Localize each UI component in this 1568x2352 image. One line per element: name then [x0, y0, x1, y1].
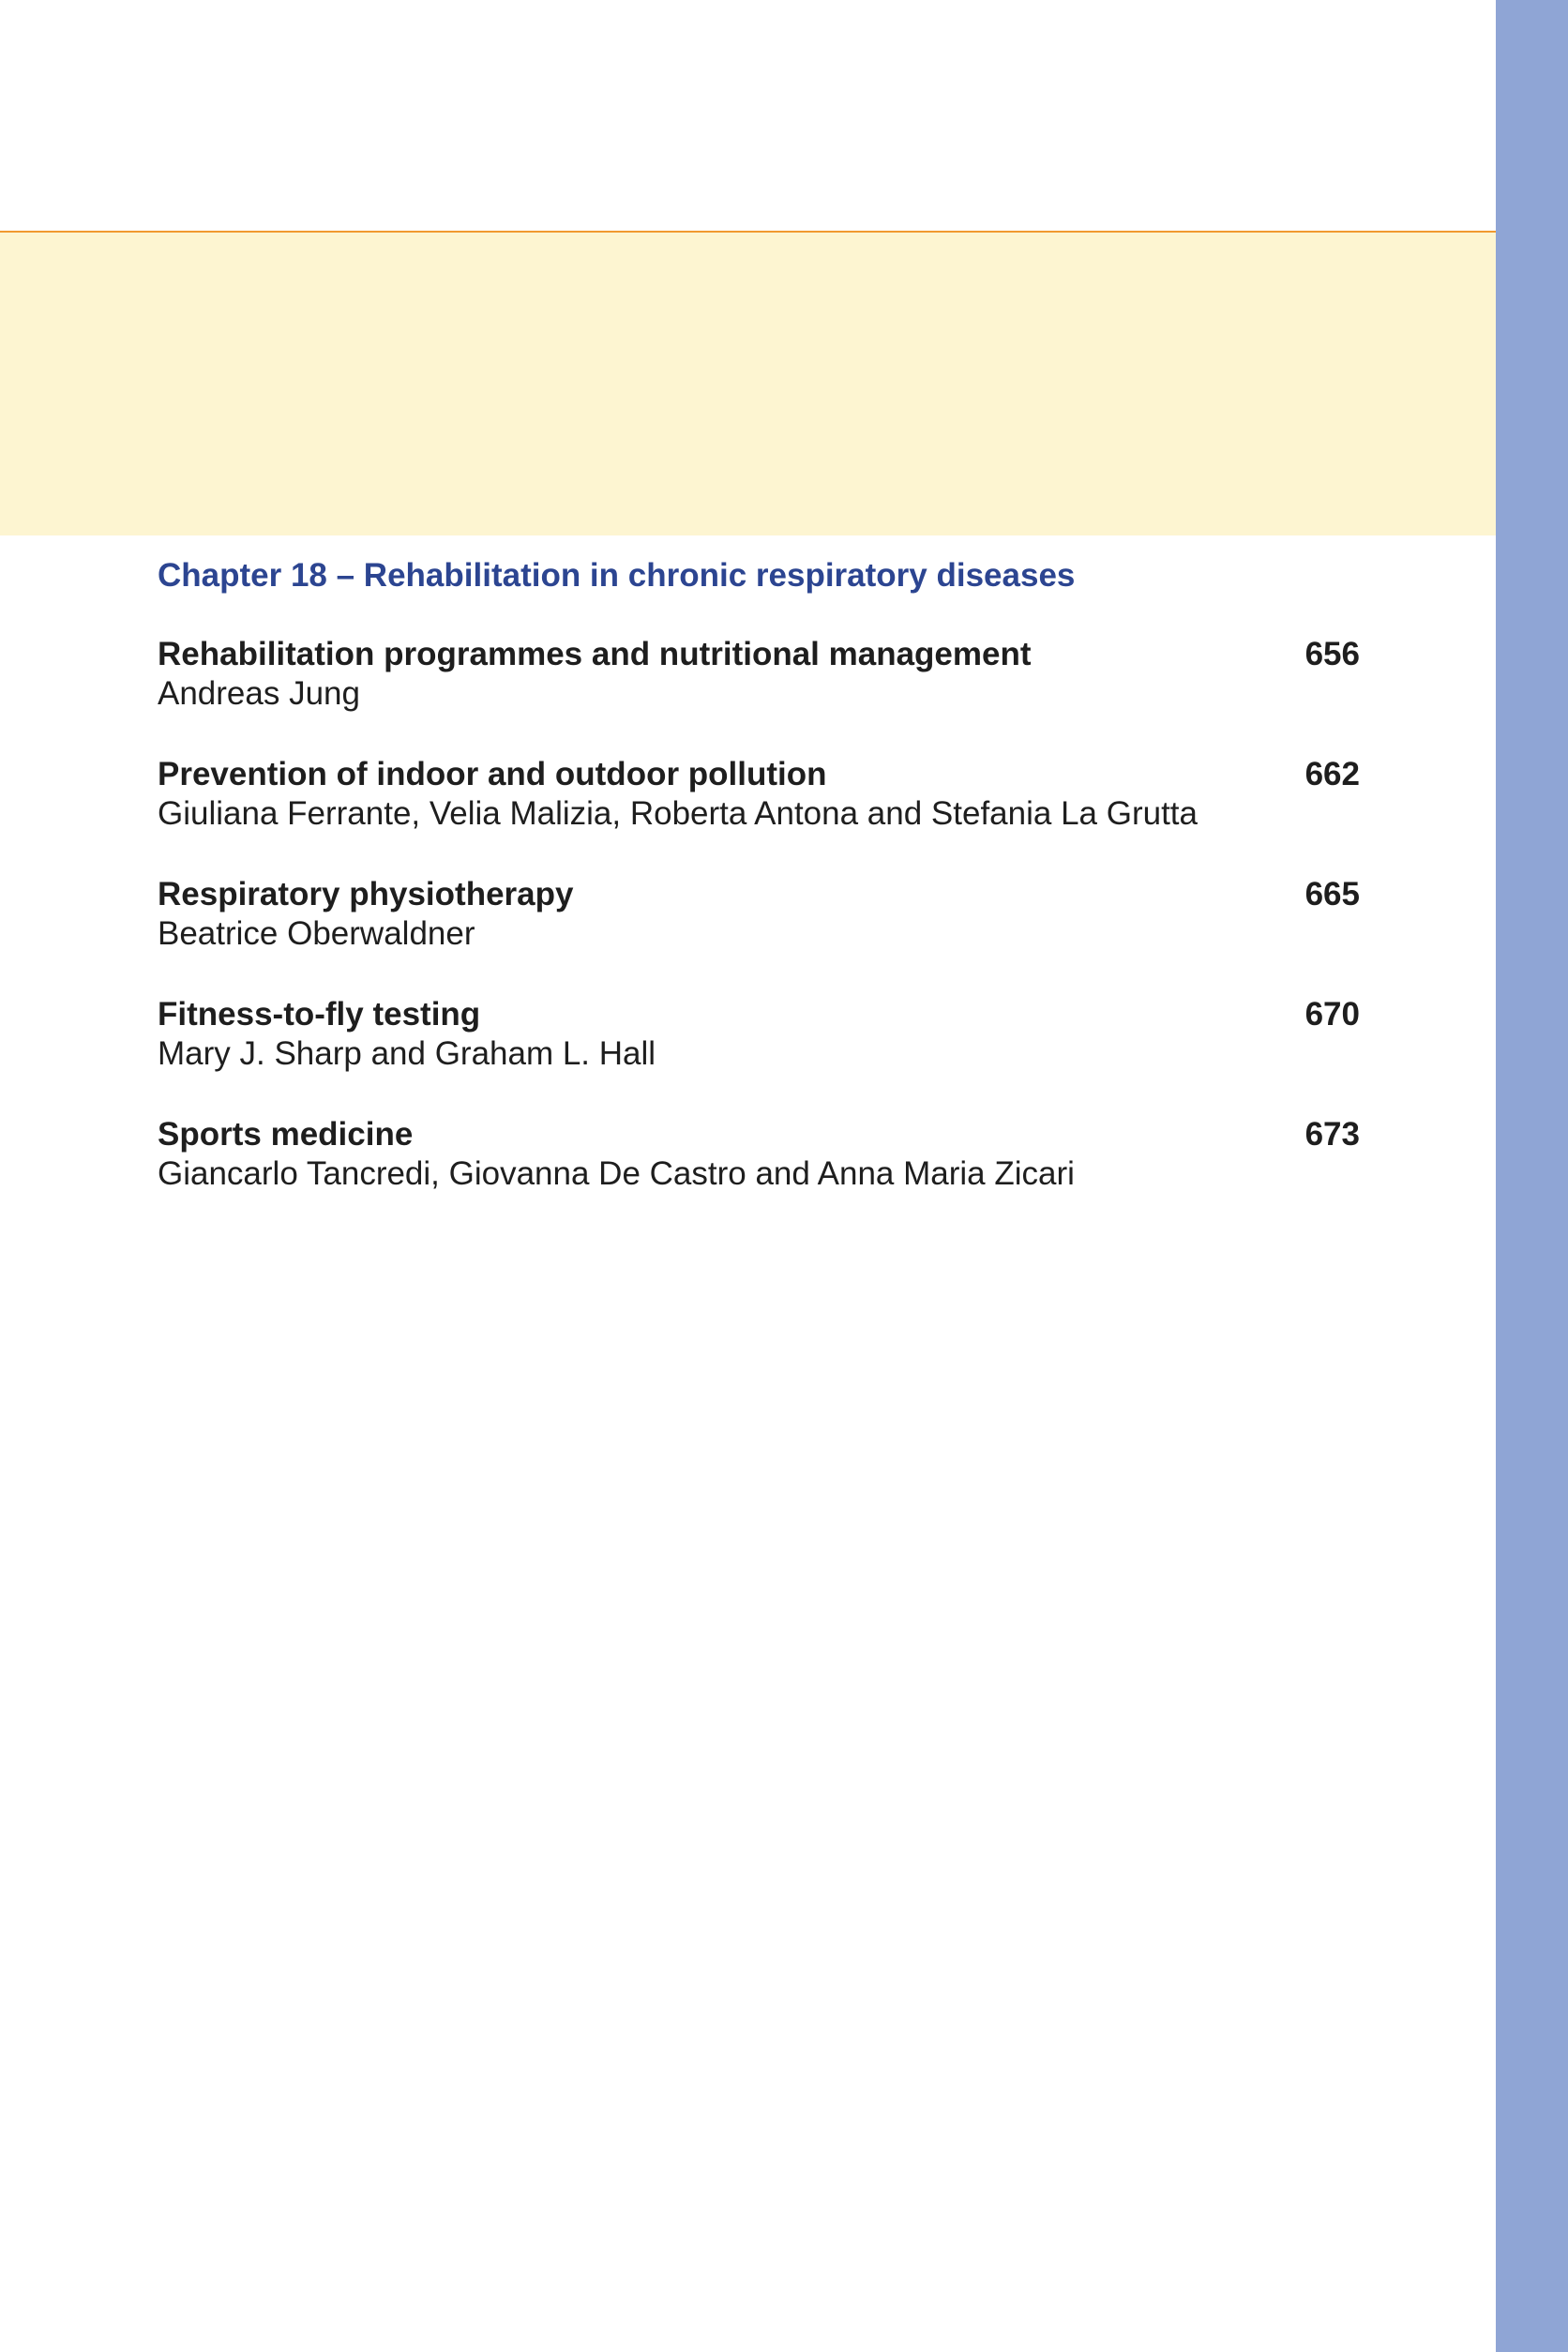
- entry-title[interactable]: Sports medicine: [158, 1116, 414, 1153]
- toc-entry-prevention-pollution[interactable]: [158, 752, 1360, 872]
- side-color-band: [1496, 0, 1568, 2352]
- entry-title[interactable]: Respiratory physiotherapy: [158, 876, 574, 912]
- entry-title[interactable]: Rehabilitation programmes and nutritional management: [158, 636, 1032, 672]
- entry-authors: Giuliana Ferrante, Velia Malizia, Roberta Antona and Stefania La Grutta: [158, 795, 1198, 832]
- entry-page-number[interactable]: 673: [1304, 1116, 1360, 1153]
- toc-entry-rehabilitation-programmes[interactable]: [158, 632, 1360, 752]
- chapter-title: Chapter 18 – Rehabilitation in chronic respiratory diseases: [158, 557, 1076, 594]
- entry-page-number[interactable]: 656: [1304, 636, 1360, 672]
- entry-title[interactable]: Prevention of indoor and outdoor pollution: [158, 756, 827, 792]
- table-of-contents: [158, 632, 1360, 1232]
- entry-page-number[interactable]: 665: [1304, 876, 1360, 912]
- toc-entry-fitness-to-fly[interactable]: [158, 992, 1360, 1112]
- toc-entry-sports-medicine[interactable]: [158, 1112, 1360, 1232]
- header-band: [0, 233, 1496, 535]
- toc-entry-respiratory-physiotherapy[interactable]: [158, 872, 1360, 992]
- entry-authors: Giancarlo Tancredi, Giovanna De Castro and Anna Maria Zicari: [158, 1155, 1075, 1192]
- entry-authors: Beatrice Oberwaldner: [158, 915, 475, 952]
- entry-page-number[interactable]: 662: [1304, 756, 1360, 792]
- entry-authors: Andreas Jung: [158, 675, 360, 712]
- entry-authors: Mary J. Sharp and Graham L. Hall: [158, 1035, 656, 1072]
- entry-page-number[interactable]: 670: [1304, 996, 1360, 1033]
- entry-title[interactable]: Fitness-to-fly testing: [158, 996, 481, 1033]
